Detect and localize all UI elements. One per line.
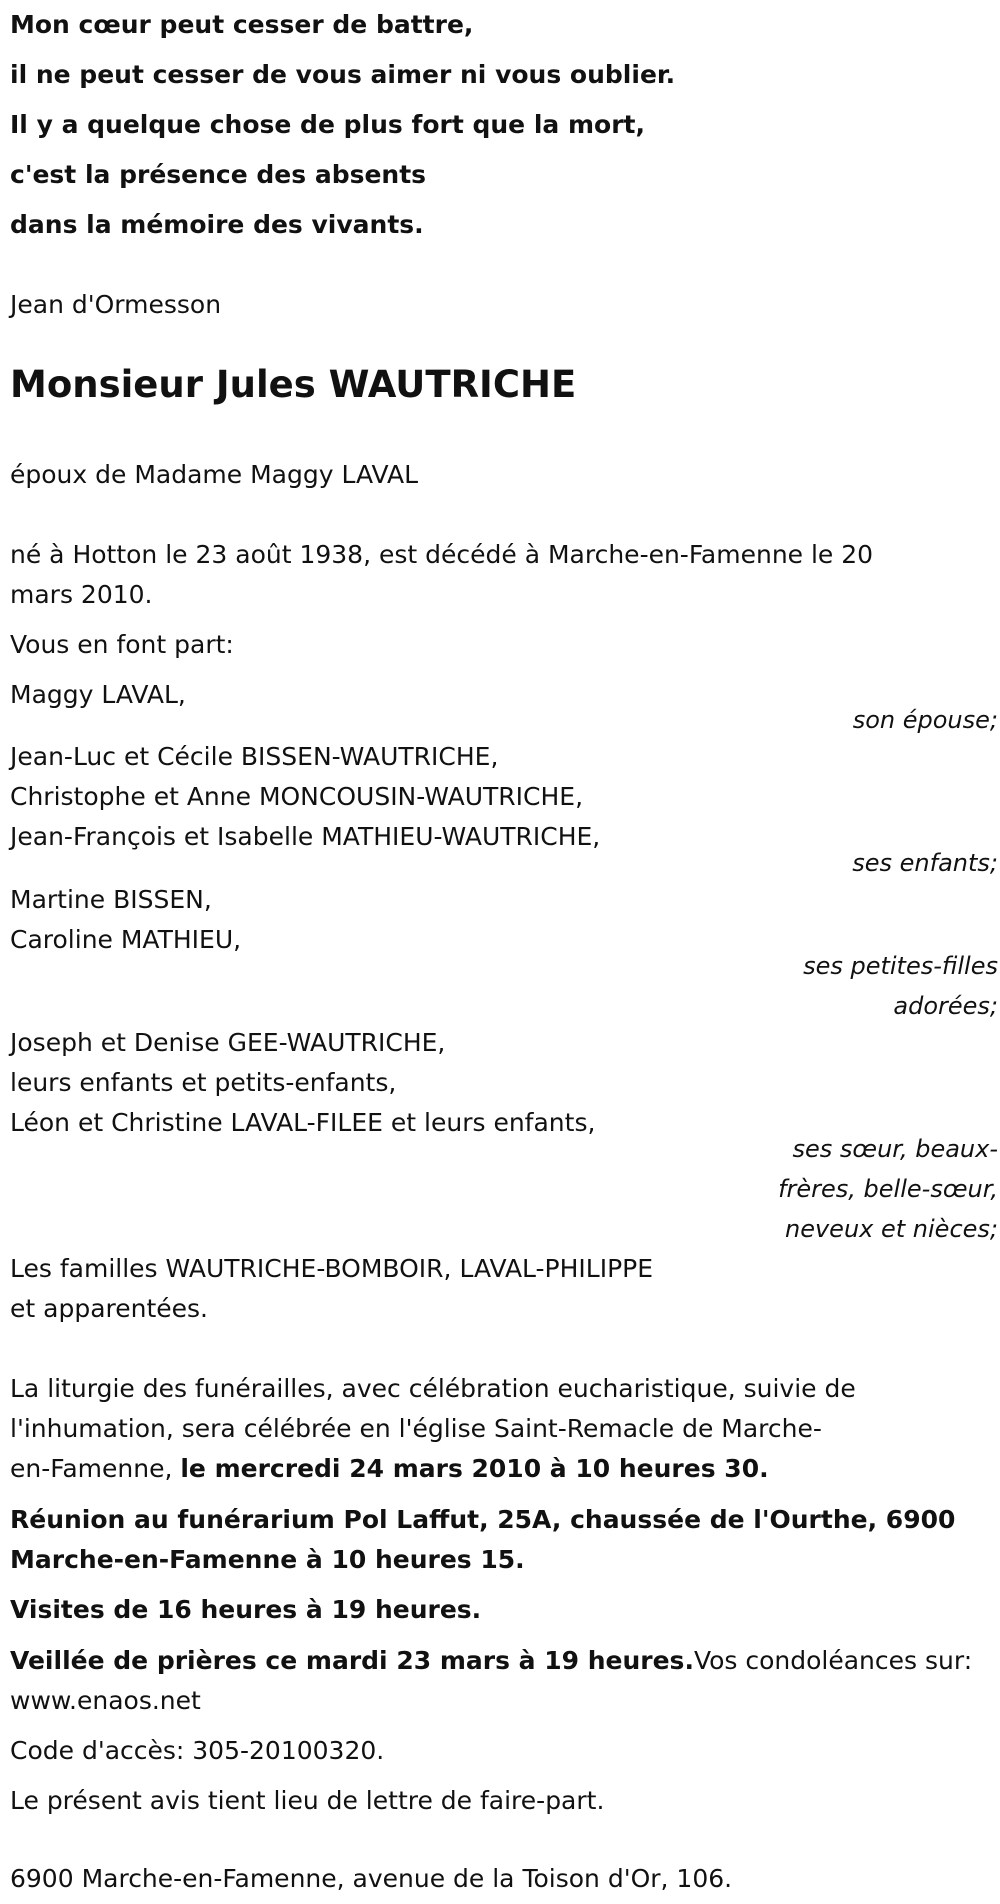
family-member: et apparentées. xyxy=(10,1294,208,1323)
condolences-text: Vos condoléances sur: xyxy=(693,1646,973,1675)
visits-line: Visites de 16 heures à 19 heures. xyxy=(10,1595,482,1624)
address-line: 6900 Marche-en-Famenne, avenue de la Toison d'Or, 106. xyxy=(10,1864,733,1893)
family-member: Caroline MATHIEU, xyxy=(10,925,242,954)
poem-line: dans la mémoire des vivants. xyxy=(10,210,424,239)
ceremony-text: en-Famenne, xyxy=(10,1454,181,1483)
reunion-line: Marche-en-Famenne à 10 heures 15. xyxy=(10,1545,525,1574)
ceremony-line: l'inhumation, sera célébrée en l'église Saint-Remacle de Marche- xyxy=(10,1414,822,1443)
family-member: leurs enfants et petits-enfants, xyxy=(10,1068,397,1097)
family-role: ses enfants; xyxy=(852,849,998,877)
poem-author: Jean d'Ormesson xyxy=(10,290,222,319)
birth-death-line: né à Hotton le 23 août 1938, est décédé à Marche-en-Famenne le 20 xyxy=(10,540,874,569)
family-member: Jean-François et Isabelle MATHIEU-WAUTRICHE, xyxy=(10,822,601,851)
birth-death-line: mars 2010. xyxy=(10,580,153,609)
reunion-line: Réunion au funérarium Pol Laffut, 25A, chaussée de l'Ourthe, 6900 xyxy=(10,1505,956,1534)
announcement: Vous en font part: xyxy=(10,630,234,659)
vigil-text: Veillée de prières ce mardi 23 mars à 19 heures. xyxy=(10,1646,694,1675)
family-role: son épouse; xyxy=(852,706,998,734)
family-member: Maggy LAVAL, xyxy=(10,680,186,709)
vigil-line xyxy=(10,1641,972,1681)
deceased-name: Monsieur Jules WAUTRICHE xyxy=(10,363,577,406)
notice-line: Le présent avis tient lieu de lettre de faire-part. xyxy=(10,1786,605,1815)
ceremony-line: La liturgie des funérailles, avec célébration eucharistique, suivie de xyxy=(10,1374,856,1403)
poem-line: il ne peut cesser de vous aimer ni vous oublier. xyxy=(10,60,676,89)
poem-line: Mon cœur peut cesser de battre, xyxy=(10,10,474,39)
ceremony-date: le mercredi 24 mars 2010 à 10 heures 30. xyxy=(180,1454,769,1483)
family-role: ses sœur, beaux- xyxy=(792,1135,998,1163)
poem-line: c'est la présence des absents xyxy=(10,160,427,189)
family-role: neveux et nièces; xyxy=(785,1215,998,1243)
family-member: Les familles WAUTRICHE-BOMBOIR, LAVAL-PHILIPPE xyxy=(10,1254,654,1283)
family-member: Léon et Christine LAVAL-FILEE et leurs enfants, xyxy=(10,1108,596,1137)
family-member: Joseph et Denise GEE-WAUTRICHE, xyxy=(10,1028,446,1057)
family-member: Martine BISSEN, xyxy=(10,885,212,914)
family-role: adorées; xyxy=(893,992,998,1020)
poem-line: Il y a quelque chose de plus fort que la mort, xyxy=(10,110,645,139)
access-code: Code d'accès: 305-20100320. xyxy=(10,1736,385,1765)
website-link[interactable]: www.enaos.net xyxy=(10,1686,201,1715)
family-member: Jean-Luc et Cécile BISSEN-WAUTRICHE, xyxy=(10,742,499,771)
family-role: ses petites-filles xyxy=(803,952,998,980)
ceremony-line xyxy=(10,1449,769,1489)
spouse-line: époux de Madame Maggy LAVAL xyxy=(10,460,418,489)
family-role: frères, belle-sœur, xyxy=(778,1175,998,1203)
family-member: Christophe et Anne MONCOUSIN-WAUTRICHE, xyxy=(10,782,584,811)
